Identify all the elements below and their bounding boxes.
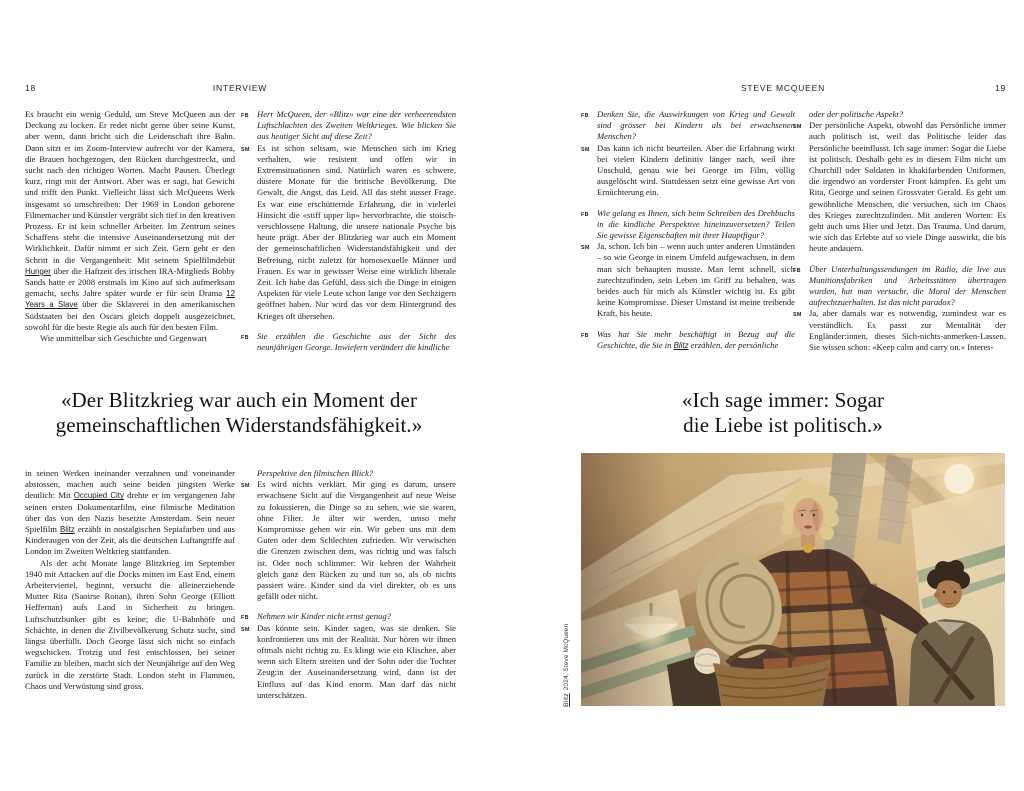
speaker-label-sm: SM [581, 146, 590, 153]
photo-caption-credit: 2024, Steve McQueen [563, 623, 570, 691]
intro-paragraph-1 [25, 109, 235, 333]
text-segment: über die Sklaverei in den amerikanischen Südstaaten bei den Oscars gleich doppelt ausgezeichnet, sowohl für die beste Regie als auch für den besten Film. [25, 299, 235, 332]
pull-quote-line: die Liebe ist politisch.» [683, 412, 883, 437]
answer-text: Es ist schon seltsam, wie Menschen sich im Krieg verhalten, wie resistent und offen wir in Extremsituationen sind. Natürlich waren es schwere, düstere Monate für die britische Bevölkerung. Die Gewalt, die Angst, das Leid. All das steht ausser Frage. Es war eine erschütternde Erfahrung, die in vielerlei Hinsicht die «stiff upper lip» hervorbrachte, die stoisch-verschlossene Haltung, die unsere nationale Psyche bis heute prägt. Aber der Blitzkrieg war auch ein Moment der gemeinschaftlichen Widerstandsfähigkeit und der Befreiung, nicht zuletzt für homosexuelle Männer und Frauen. Es war in gewisser Weise eine wirklich liberale Zeit. Ich habe das Gefühl, dass sich die Dinge in einigen Aspekten für viele Leute schon lange vor den Sechzigern geöffnet haben. Nur wird das vor dem Hintergrund des Krieges oft übersehen. [257, 142, 456, 321]
question-block [241, 109, 456, 143]
question-block [793, 264, 1006, 309]
page-number-right: 19 [994, 83, 1006, 93]
question-continuation [241, 468, 456, 479]
answer-text: Es wird nichts verklärt. Mir ging es darum, unsere erwachsene Sicht auf die Vergangenheit auf neue Weise zu fokussieren, die Dinge so zu sehen, wie sie waren, ohne Filter. Je älter wir werden, umso mehr Kompromisse gehen wir ein. Wir geben uns mit dem Guten oder dem Schlechten zufrieden. Wir verwischen die Grenzen zwischen dem, was richtig und was falsch ist. Oder noch schlimmer: Wir kehren der Wahrheit gleich ganz den Rücken zu und tun so, als ob nichts passiert wäre. Kinder sind da viel direkter, ob es uns gefällt oder nicht. [257, 479, 456, 602]
question-block [581, 329, 795, 351]
speaker-label-sm: SM [241, 626, 250, 633]
block-spacer [581, 320, 795, 329]
answer-block [241, 479, 456, 602]
speaker-label-sm: SM [241, 483, 250, 490]
text-segment: über die Haftzeit des irischen IRA-Mitglieds Bobby Sands hatte er 2008 erstmals im Kino auf sich aufmerksam gemacht, sechs Jahre später wurde er für sein Drama [25, 265, 235, 299]
intro-column-lower [25, 468, 235, 768]
pull-quote-right [560, 388, 1006, 437]
question-block [581, 109, 795, 143]
question-text: Sie erzählen die Geschichte aus der Sicht des neunjährigen George. Inwiefern verändert die kindliche [257, 330, 456, 353]
answer-text: Ja, aber damals war es notwendig, zumindest war es verständlich. Es passt zur Mentalität der Engländer:innen, dieses Sich-nichts-anmerken-Lassen. Sie wissen schon: «Keep calm and carry on.» Interes- [809, 308, 1006, 353]
question-text: Über Unterhaltungssendungen im Radio, die live aus Munitionsfabriken und Arbeitsstätten übertragen wurden, hat man versucht, die Moral der Menschen aufrechtzuerhalten. Ist das nicht paradox? [809, 263, 1006, 308]
intro-paragraph-3 [25, 468, 235, 558]
text-segment: in seinen Werken ineinander verzahnen und voneinander abstossen, machen auch seine beiden jüngsten Werke deutlich: Mit [25, 468, 235, 501]
question-block [241, 611, 456, 622]
answer-block [793, 308, 1006, 353]
answer-text: Das könnte sein. Kinder sagen, was sie denken. Sie konfrontieren uns mit der Realität. Nur hören wir ihnen oftmals nicht richtig zu. Es klingt wie ein Klischee, aber wenn sich Eltern streiten und der Sohn oder die Tochter Zeug:in der Auseinandersetzung wird, dann ist der Einfluss auf das Kind enorm. Man darf das nicht unterschätzen. [257, 622, 456, 700]
block-spacer [793, 255, 1006, 264]
question-text: Nehmen wir Kinder nicht ernst genug? [257, 611, 391, 622]
answer-block [793, 120, 1006, 254]
intro-paragraph-2: Wie unmittelbar sich Geschichte und Gegenwart [40, 333, 207, 344]
answer-block [581, 143, 795, 199]
question-text: Was hat Sie mehr beschäftigt in Bezug auf die Geschichte, die Sie in [597, 328, 795, 350]
answer-block [581, 241, 795, 319]
answer-text: Der persönliche Aspekt, obwohl das Persönliche immer auch politisch ist, weil das Politische leider das Persönliche beeinflusst. Ich sage immer: Sogar die Liebe ist politisch. Deshalb geht es in diesem Film nicht um Churchill oder Soldaten in khakifarbenden Uniformen, die irgendwo an vorderster Front kämpfen. Es geht um Rita, George und seinen Grossvater Gerald. Es geht um gewöhnliche Menschen, die versuchen, sich im Chaos des Krieges zurechtzufinden. Mit anderen Worten: Es geht auch ums Hier und Jetzt. Das Trauma. Und darum, wie sich das Erlebte auf so viele Dinge auswirkt, die bis heute andauern. [809, 120, 1006, 254]
photo-caption-film-title: Blitz [563, 693, 570, 707]
film-title-12-years-a-slave: 12 Years a Slave [25, 289, 235, 310]
intro-paragraph-4: Als der acht Monate lange Blitzkrieg im September 1940 mit Attacken auf die Docks mitten im East End, einem Arbeiterviertel, beginnt, versucht die alleinerziehende Mutter Rita (Saoirse Ronan), ihren Sohn George (Elliott Heffernan) aufs Land in Sicherheit zu bringen. Luftschutzbunker gibt es keine; die U-Bahnhöfe und Schächte, in denen die Zivilbevölkerung Schutz sucht, sind längst überfüllt. Doch George lässt sich nicht so einfach wegschicken. Trotzig und fest entschlossen, bei seiner Familie zu bleiben, macht sich der Neunjährige auf den Weg zurück in die zerstörte Stadt. London steht in Flammen, Chaos und Verwüstung sind gross. [25, 557, 235, 691]
section-title-steve-mcqueen: STEVE MCQUEEN [740, 83, 826, 93]
speaker-label-sm: SM [793, 124, 802, 131]
film-still-blitz [581, 453, 1005, 706]
speaker-label-sm: SM [581, 245, 590, 252]
qa-column-left-lower [241, 468, 456, 728]
qa-column-right-2 [793, 109, 1006, 387]
speaker-label-fb: FB [241, 113, 249, 119]
film-title-blitz: Blitz [59, 525, 75, 535]
speaker-label-fb: FB [581, 211, 589, 218]
answer-text: Ja, schon. Ich bin – wenn auch unter anderen Umständen – so wie George in einem Umfeld aufgewachsen, in dem man sich behaupten musste. Man lernt schnell, sich zurechtzufinden, sein Leben im Griff zu behalten, was beides auch für mich als Künstler wichtig ist. Es gibt keine Kompromisse. Dieser Umstand ist meine treibende Kraft, bis heute. [597, 241, 795, 319]
question-text: Herr McQueen, der «Blitz» war eine der verheerendsten Luftschlachten des Zweiten Weltkrieges. Wie blicken Sie aus heutiger Sicht auf diese Zeit? [257, 109, 456, 142]
pull-quote-line: gemeinschaftlichen Widerstandsfähigkeit.» [55, 412, 423, 437]
question-text: Wie gelang es Ihnen, sich beim Schreiben des Drehbuchs in die kindliche Perspektive hineinzuversetzen? Teilen Sie gewisse Eigenschaften mit ihrer Hauptfigur? [597, 207, 795, 241]
question-block [241, 331, 456, 353]
film-title-occupied-city: Occupied City [73, 491, 124, 501]
intro-column-upper [25, 109, 235, 386]
speaker-label-fb: FB [581, 332, 589, 339]
speaker-label-fb: FB [241, 615, 249, 622]
answer-block [241, 623, 456, 701]
question-continuation [793, 109, 1006, 120]
question-text: Perspektive den filmischen Blick? [257, 468, 374, 478]
speaker-label-fb: FB [581, 113, 589, 119]
answer-text: Das kann ich nicht beurteilen. Aber die Erfahrung wirkt bei vielen Kindern definitiv länger nach, weil ihre Unschuld, genau wie bei George im Film, völlig ausgelöscht wird. Stattdessen setzt eine gewisse Art von Ernüchterung ein. [597, 142, 795, 198]
speaker-label-sm: SM [241, 146, 250, 153]
question-block [581, 208, 795, 242]
speaker-label-fb: FB [793, 267, 801, 274]
question-text: erzählen, der persönliche [688, 339, 779, 350]
answer-block [241, 143, 456, 322]
question-text: oder der politische Aspekt? [809, 109, 904, 119]
pull-quote-line: «Der Blitzkrieg war auch ein Moment der [60, 388, 418, 412]
film-title-hunger: Hunger [25, 266, 51, 276]
film-title-blitz: Blitz [673, 340, 689, 350]
block-spacer [581, 199, 795, 208]
block-spacer [241, 322, 456, 331]
pull-quote-line: «Ich sage immer: Sogar [681, 388, 885, 412]
text-segment: drehte er im vergangenen Jahr seinen ersten Dokumentarfilm, eine filmische Meditation über das von den Nazis besetzte Amsterdam. Sein neuer Spielfilm [25, 490, 235, 535]
qa-column-right-1 [581, 109, 795, 387]
pull-quote-left [8, 388, 470, 437]
page-number-left: 18 [25, 83, 37, 93]
text-segment: Es braucht ein wenig Geduld, um Steve McQueen aus der Deckung zu locken. Er redet nicht gerne über seine Kunst, aber wenn, dann bricht sich die Leidenschaft ihre Bahn. Dann sitzt er im Zoom-Interview aufrecht vor der Kamera, die Brauen hochgezogen, den Rücken durchgestreckt, und sucht nach den richtigen Worten. Macht Pausen. Überlegt kurz, ringt mit der Antwort. Aber was er sagt, hat Gewicht und trifft den Punkt. Vielleicht lässt sich McQueens Werk insgesamt so umschreiben: Der 1969 in London geborene Filmemacher und Künstler vergräbt sich tief in den kreativen Prozess. Er ist kein schneller Arbeiter. Im Zentrum seines Schaffens steht die intensive Auseinandersetzung mit der Wirklichkeit. Dafür nimmt er sich Zeit. Gern geht er den Schritt in die Vergangenheit: Mit seinem Spielfilmdebüt [25, 109, 235, 265]
qa-column-left-upper [241, 109, 456, 386]
section-title-interview: INTERVIEW [212, 83, 268, 93]
film-still-illustration [581, 453, 1005, 706]
speaker-label-fb: FB [241, 334, 249, 341]
block-spacer [241, 602, 456, 611]
speaker-label-sm: SM [793, 312, 802, 319]
question-text: Denken Sie, die Auswirkungen von Krieg und Gewalt sind grösser bei Kindern als bei erwachsenen Menschen? [597, 109, 795, 142]
photo-caption [563, 624, 570, 707]
text-segment: erzählt in nostalgischen Sepiafarben und aus Kinderaugen von der Zeit, als die deutschen Luftangriffe auf London im Zweiten Weltkrieg stattfanden. [25, 524, 235, 557]
